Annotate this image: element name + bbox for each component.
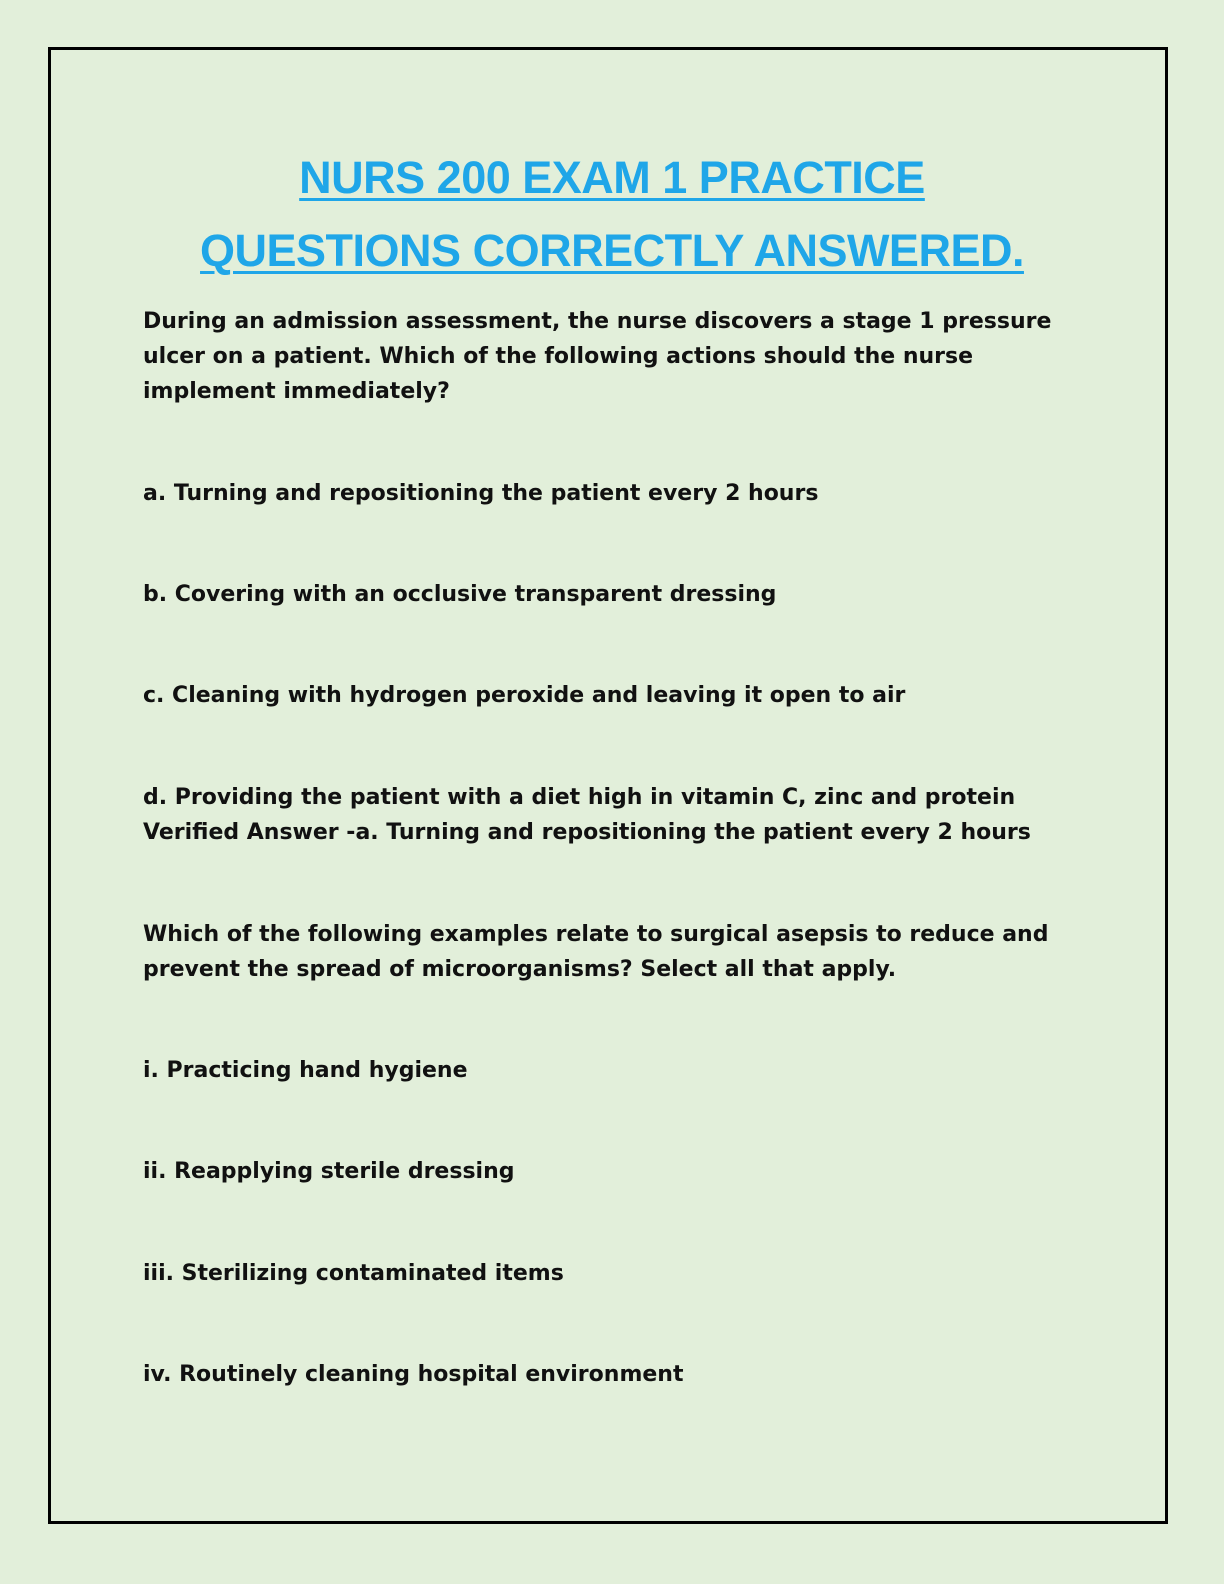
question-2-option-iii: iii. Sterilizing contaminated items [143,1261,564,1286]
question-1-line-1: During an admission assessment, the nurse discovers a stage 1 pressure [143,309,1052,334]
title-text-1: NURS 200 EXAM 1 PRACTICE [299,152,925,203]
question-2-option-i: i. Practicing hand hygiene [143,1058,468,1083]
question-1-option-a: a. Turning and repositioning the patient every 2 hours [143,481,819,506]
question-2-option-iv: iv. Routinely cleaning hospital environment [143,1362,684,1387]
question-1-option-b: b. Covering with an occlusive transparent dressing [143,582,777,607]
question-1-verified-answer: Verified Answer -a. Turning and repositioning the patient every 2 hours [143,820,1031,845]
question-1-option-d: d. Providing the patient with a diet high in vitamin C, zinc and protein [143,785,1016,810]
document-title-line-2 [60,225,1164,276]
question-1-option-c: c. Cleaning with hydrogen peroxide and leaving it open to air [143,683,906,708]
question-2-option-ii: ii. Reapplying sterile dressing [143,1159,515,1184]
title-text-2: QUESTIONS CORRECTLY ANSWERED. [200,225,1024,276]
question-1-line-3: implement immediately? [143,379,450,404]
document-title-line-1 [60,152,1164,203]
question-2-line-1: Which of the following examples relate to surgical asepsis to reduce and [143,922,1049,947]
question-2-line-2: prevent the spread of microorganisms? Select all that apply. [143,957,897,982]
question-1-line-2: ulcer on a patient. Which of the following actions should the nurse [143,344,974,369]
